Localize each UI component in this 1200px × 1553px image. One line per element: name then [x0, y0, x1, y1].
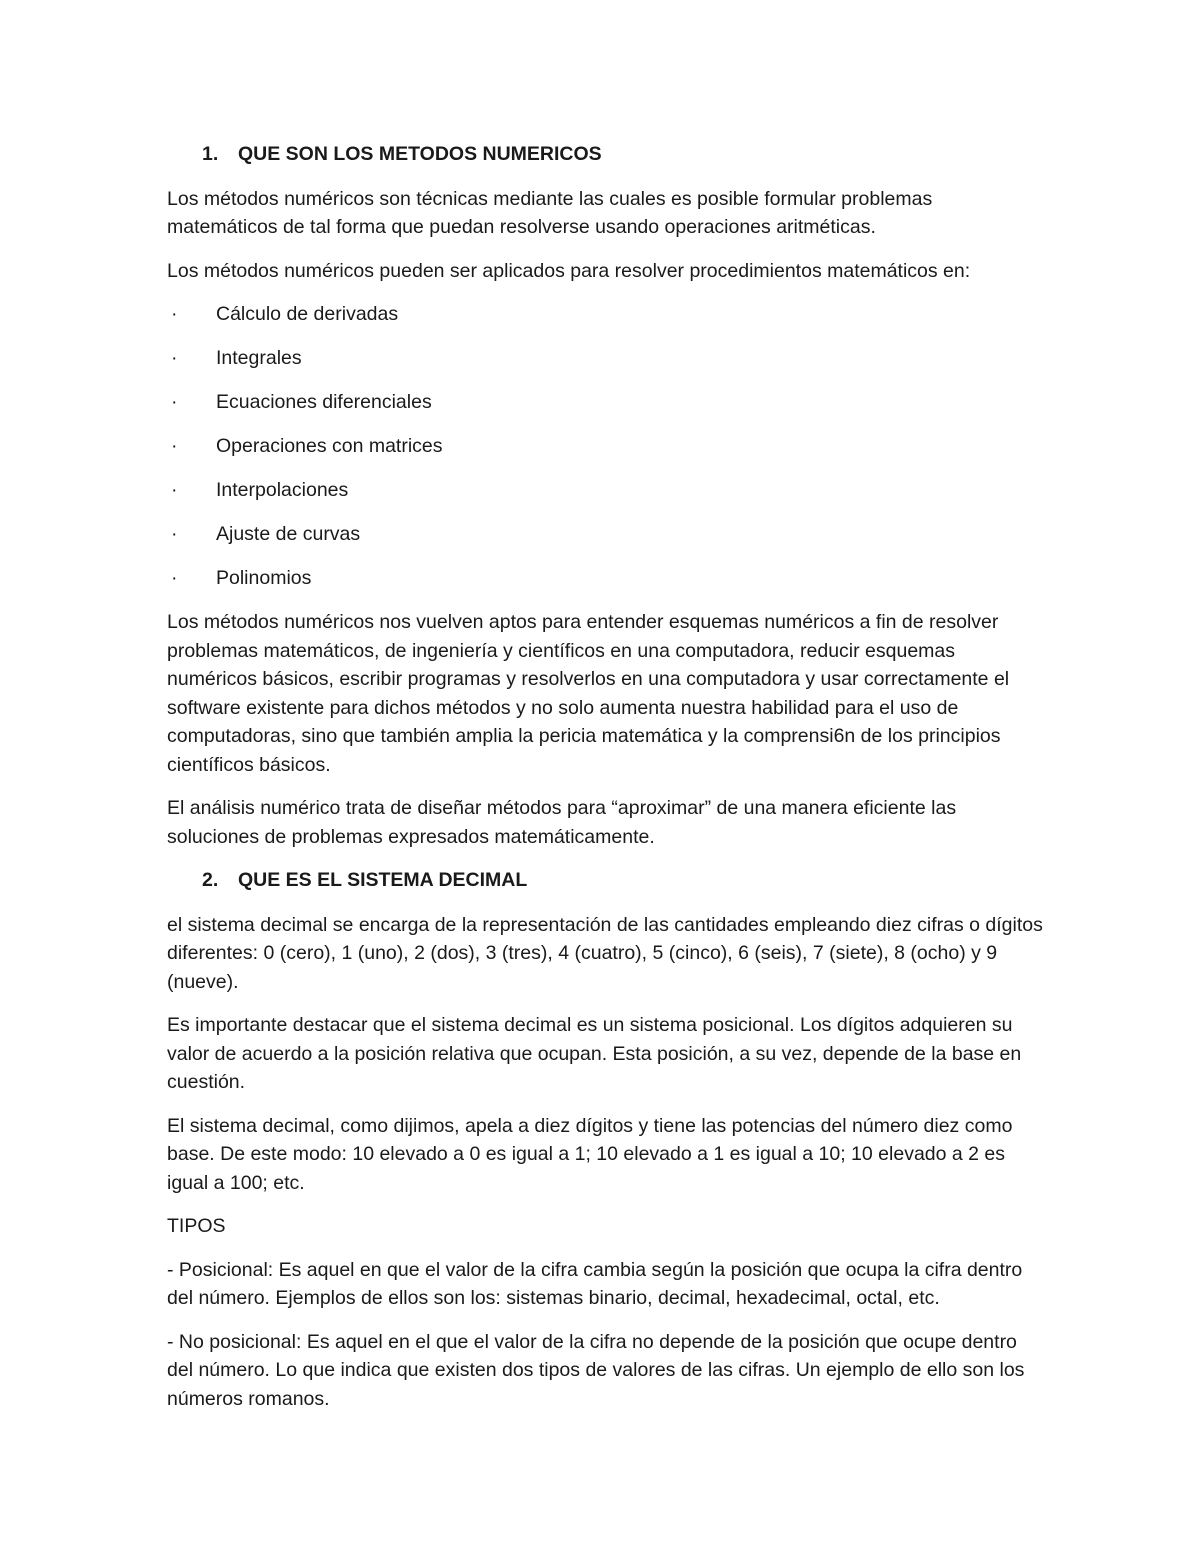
list-item-text: Polinomios	[216, 567, 312, 589]
list-item	[167, 564, 1047, 593]
bullet-icon: ·	[171, 479, 178, 501]
section-1-paragraph-2: Los métodos numéricos pueden ser aplicados para resolver procedimientos matemáticos en:	[167, 259, 971, 282]
list-item-text: Ecuaciones diferenciales	[216, 391, 432, 413]
tipo-no-posicional: - No posicional: Es aquel en el que el valor de la cifra no depende de la posición que ocupe dentro del número. Lo que indica que existen dos tipos de valores de las cifras. Un ejemplo de ello son los números romanos.	[167, 1330, 1025, 1410]
bullet-icon: ·	[171, 567, 178, 589]
document-page	[167, 140, 1047, 1428]
section-1-paragraph-4: El análisis numérico trata de diseñar métodos para “aproximar” de una manera eficiente las soluciones de problemas expresados matemáticamente.	[167, 797, 957, 848]
list-item	[167, 344, 1047, 373]
bullet-icon: ·	[171, 303, 178, 325]
section-2-paragraph-3: El sistema decimal, como dijimos, apela a diez dígitos y tiene las potencias del número diez como base. De este modo: 10 elevado a 0 es igual a 1; 10 elevado a 1 es igual a 10; 10 elevado a 2 es igual a 100; etc.	[167, 1114, 1013, 1194]
section-1-paragraph-3: Los métodos numéricos nos vuelven aptos para entender esquemas numéricos a fin de resolver problemas matemáticos, de ingeniería y científicos en una computadora, reducir esquemas numéricos básicos, escribir programas y resolverlos en una computadora y usar correctamente el software existente para dichos métodos y no solo aumenta nuestra habilidad para el uso de computadoras, sino que también amplia la pericia matemática y la comprensi6n de los principios científicos básicos.	[167, 611, 1010, 776]
list-item	[167, 476, 1047, 505]
bullet-icon: ·	[171, 523, 178, 545]
tipos-label: TIPOS	[167, 1215, 226, 1237]
section-2-paragraph-2: Es importante destacar que el sistema decimal es un sistema posicional. Los dígitos adquieren su valor de acuerdo a la posición relativa que ocupan. Esta posición, a su vez, depende de la base en cuestión.	[167, 1014, 1022, 1093]
list-item-text: Interpolaciones	[216, 479, 349, 501]
list-item-text: Operaciones con matrices	[216, 435, 443, 457]
bullet-icon: ·	[171, 347, 178, 369]
list-item	[167, 520, 1047, 549]
section-2-number: 2.	[202, 869, 219, 891]
section-1-number: 1.	[202, 143, 219, 165]
section-1-title: QUE SON LOS METODOS NUMERICOS	[238, 143, 602, 165]
section-2-title: QUE ES EL SISTEMA DECIMAL	[238, 869, 528, 891]
list-item	[167, 432, 1047, 461]
section-2-paragraph-1: el sistema decimal se encarga de la representación de las cantidades empleando diez cifras o dígitos diferentes: 0 (cero), 1 (uno), 2 (dos), 3 (tres), 4 (cuatro), 5 (cinco), 6 (seis), 7 (siete), 8 (ocho) y 9 (nueve).	[167, 913, 1043, 993]
bullet-icon: ·	[171, 435, 178, 457]
section-1-paragraph-1: Los métodos numéricos son técnicas mediante las cuales es posible formular problemas matemáticos de tal forma que puedan resolverse usando operaciones aritméticas.	[167, 187, 933, 238]
list-item	[167, 300, 1047, 329]
bullet-icon: ·	[171, 391, 178, 413]
section-1-heading	[167, 140, 1047, 169]
applications-list	[167, 300, 1047, 593]
list-item-text: Integrales	[216, 347, 302, 369]
list-item-text: Cálculo de derivadas	[216, 303, 399, 325]
tipo-posicional: - Posicional: Es aquel en que el valor de la cifra cambia según la posición que ocupa la cifra dentro del número. Ejemplos de ellos son los: sistemas binario, decimal, hexadecimal, octal, etc.	[167, 1258, 1023, 1309]
list-item-text: Ajuste de curvas	[216, 523, 361, 545]
section-2-heading	[167, 866, 1047, 895]
list-item	[167, 388, 1047, 417]
